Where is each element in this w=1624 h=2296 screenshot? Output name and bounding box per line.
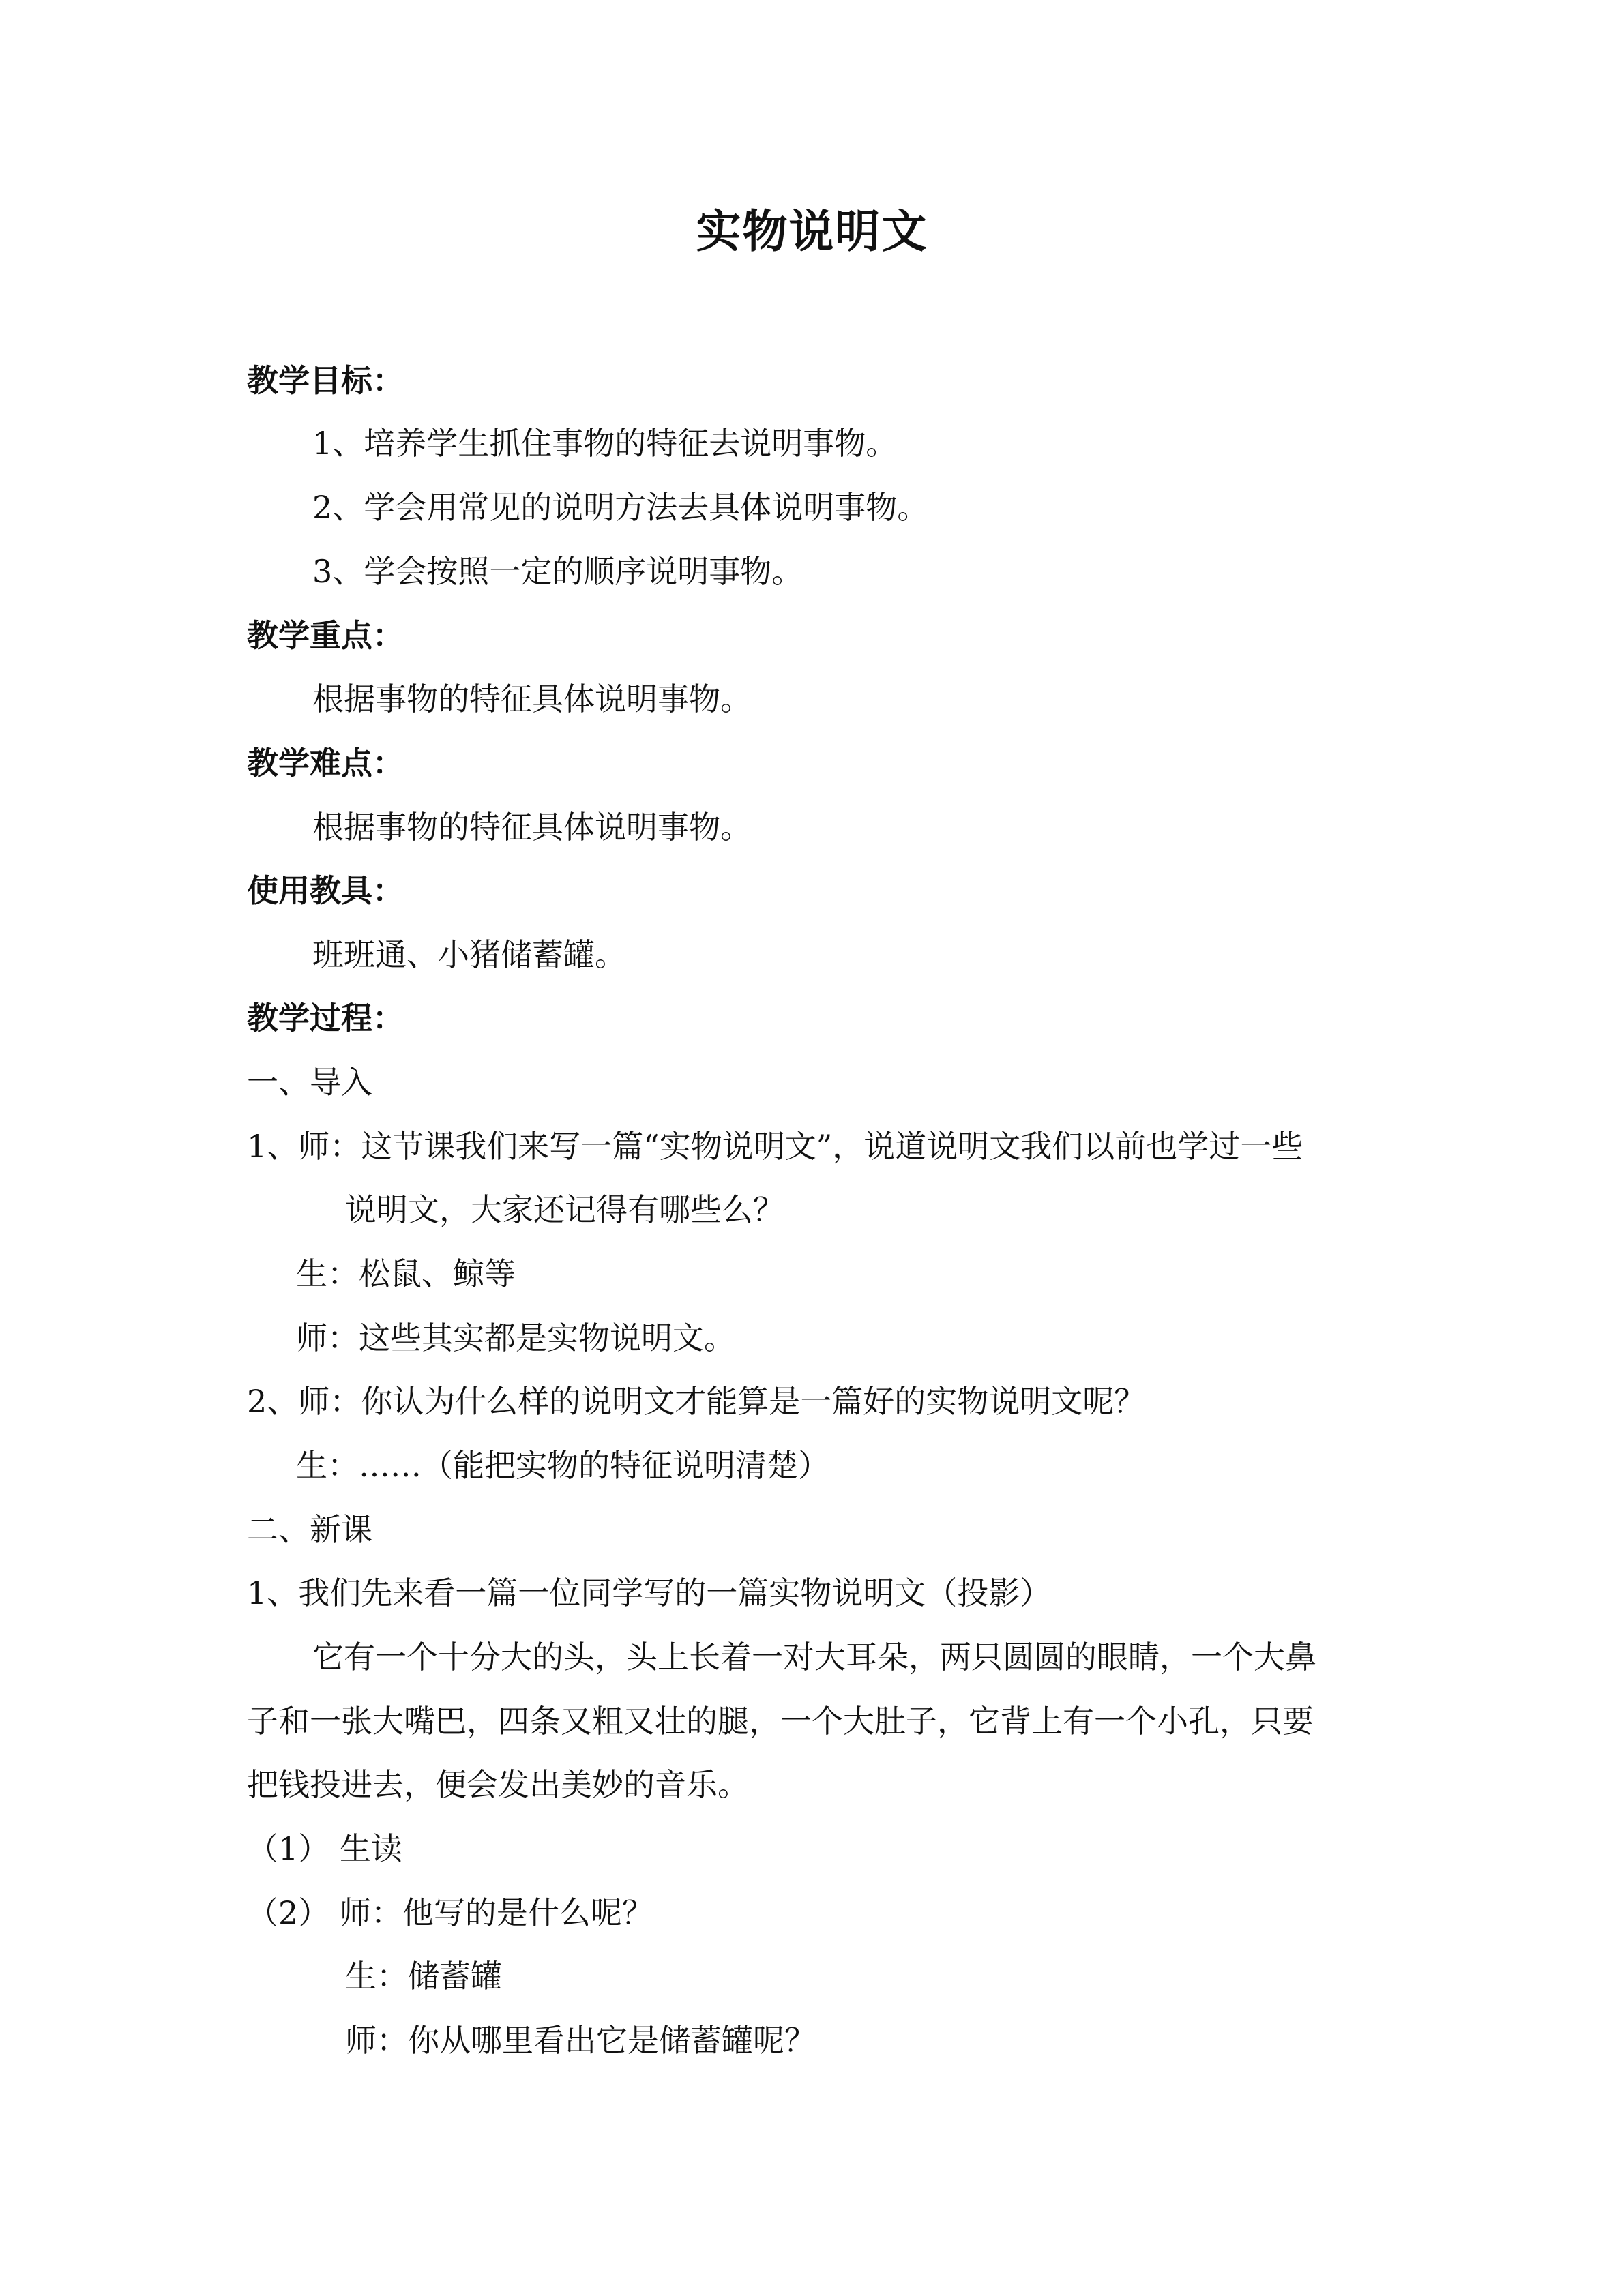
key-points-heading: 教学重点： (247, 617, 404, 654)
tools-heading: 使用教具： (247, 872, 404, 909)
difficulty-heading: 教学难点： (247, 745, 404, 781)
step-2-answer: 生：储蓄罐 (345, 1958, 502, 1995)
goals-heading: 教学目标： (247, 362, 404, 399)
passage-line-1: 它有一个十分大的头，头上长着一对大耳朵，两只圆圆的眼睛，一个大鼻 (312, 1639, 1316, 1675)
section-2-item-1: 1、我们先来看一篇一位同学写的一篇实物说明文（投影） (247, 1575, 1052, 1611)
step-2-followup: 师：你从哪里看出它是储蓄罐呢？ (345, 2022, 816, 2059)
goal-item-1: 1、培养学生抓住事物的特征去说明事物。 (312, 425, 898, 462)
section-1-question-1-line-2: 说明文，大家还记得有哪些么？ (345, 1191, 784, 1228)
section-1-heading: 一、导入 (247, 1064, 372, 1101)
key-points-text: 根据事物的特征具体说明事物。 (312, 681, 752, 717)
goal-item-3: 3、学会按照一定的顺序说明事物。 (312, 553, 803, 590)
tools-text: 班班通、小猪储蓄罐。 (312, 936, 626, 973)
passage-line-3: 把钱投进去，便会发出美妙的音乐。 (247, 1766, 749, 1803)
process-heading: 教学过程： (247, 1000, 404, 1037)
section-2-heading: 二、新课 (247, 1511, 372, 1548)
section-1-question-2: 2、师：你认为什么样的说明文才能算是一篇好的实物说明文呢？ (247, 1383, 1146, 1420)
section-1-answer-1: 生：松鼠、鲸等 (296, 1255, 516, 1292)
goal-item-2: 2、学会用常见的说明方法去具体说明事物。 (312, 489, 929, 526)
difficulty-text: 根据事物的特征具体说明事物。 (312, 809, 752, 846)
section-1-answer-2: 生：……（能把实物的特征说明清楚） (296, 1447, 829, 1484)
passage-line-2: 子和一张大嘴巴，四条又粗又壮的腿，一个大肚子，它背上有一个小孔，只要 (247, 1703, 1314, 1740)
document-title: 实物说明文 (696, 205, 928, 258)
step-2: （2） 师：他写的是什么呢？ (247, 1894, 653, 1931)
step-1: （1） 生读 (247, 1830, 402, 1867)
section-1-teacher-1: 师：这些其实都是实物说明文。 (296, 1320, 735, 1356)
section-1-question-1-line-1: 1、师：这节课我们来写一篇“实物说明文”，说道说明文我们以前也学过一些 (247, 1128, 1303, 1165)
